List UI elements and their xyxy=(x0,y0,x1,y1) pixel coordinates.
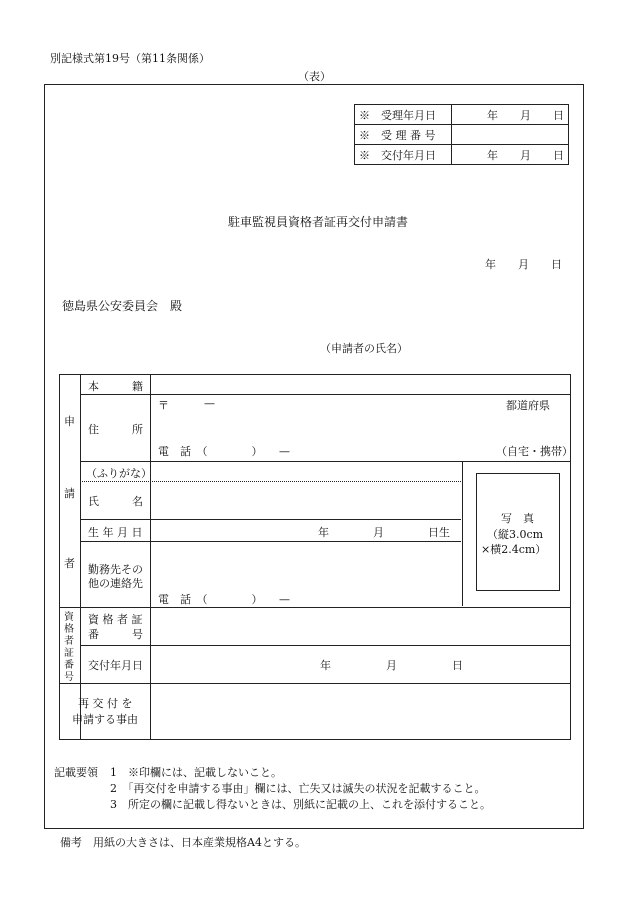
license-side-4: 証 xyxy=(64,648,74,659)
note-item: 2 「再交付を申請する事由」欄には、亡失又は滅失の状況を記載すること。 xyxy=(110,782,486,795)
license-side-5: 番 xyxy=(64,660,74,671)
row-divider xyxy=(80,394,570,395)
note-mark: ※ xyxy=(359,108,370,122)
col-divider xyxy=(150,375,151,739)
photo-width: ×横2.4cm） xyxy=(481,543,547,556)
addressee: 徳島県公安委員会 殿 xyxy=(62,299,183,313)
applicant-name-label[interactable]: （申請者の氏名） xyxy=(320,342,408,355)
phone-note: （自宅・携帯） xyxy=(496,445,573,458)
photo-height: （縦3.0cm xyxy=(487,528,544,541)
reception-row xyxy=(355,105,569,125)
furigana-label: （ふりがな） xyxy=(86,467,152,480)
address-label: 住 所 xyxy=(88,423,143,436)
license-side-6: 号 xyxy=(64,672,74,683)
reason-label-1: 再 交 付 を xyxy=(78,697,133,710)
note-item: 1 ※印欄には、記載しないこと。 xyxy=(110,766,282,779)
license-side-1: 資 xyxy=(64,612,74,623)
side-label-1: 申 xyxy=(64,415,75,428)
reception-row xyxy=(355,145,569,165)
work-phone-label[interactable]: 電 話 （ ） — xyxy=(158,593,290,606)
note-mark: ※ xyxy=(359,148,370,162)
row-divider xyxy=(60,607,570,608)
form-number: 別記様式第19号（第11条関係） xyxy=(50,52,210,65)
license-number-label-1: 資 格 者 証 xyxy=(88,613,143,626)
row-divider xyxy=(80,541,461,542)
license-side-2: 格 xyxy=(64,624,74,635)
issue-date-label: 交付年月日 xyxy=(88,659,143,672)
col-divider xyxy=(462,461,463,606)
row-divider xyxy=(80,461,570,462)
note-mark: ※ xyxy=(359,128,370,142)
col-divider xyxy=(80,375,81,739)
postal-dash: — xyxy=(204,397,215,410)
document-title: 駐車監視員資格者証再交付申請書 xyxy=(228,215,409,229)
license-side-3: 者 xyxy=(64,636,74,647)
side-label: （表） xyxy=(298,70,331,83)
reception-table xyxy=(354,104,569,165)
side-label-2: 請 xyxy=(64,487,75,500)
application-table xyxy=(59,374,571,740)
notes-heading: 記載要領 xyxy=(54,766,98,779)
work-label-1: 勤務先その xyxy=(88,563,143,576)
honseki-label: 本 籍 xyxy=(88,380,143,393)
date-line[interactable]: 年 月 日 xyxy=(485,258,562,271)
license-number-label-2: 番 号 xyxy=(88,628,143,641)
reception-label: 受理年月日 xyxy=(381,108,436,122)
birth-value[interactable]: 年 月 日生 xyxy=(318,526,450,539)
reason-label-2: 申請する事由 xyxy=(72,713,138,726)
postal-mark: 〒 xyxy=(158,399,169,412)
home-phone-label[interactable]: 電 話 （ ） — xyxy=(158,445,290,458)
prefecture-label: 都道府県 xyxy=(506,399,550,412)
reception-value[interactable]: 年 月 日 xyxy=(452,145,569,165)
row-divider xyxy=(80,481,461,482)
row-divider xyxy=(60,683,570,684)
row-divider xyxy=(80,645,570,646)
birth-label: 生 年 月 日 xyxy=(88,526,143,539)
photo-box xyxy=(476,473,560,591)
reception-value[interactable]: 年 月 日 xyxy=(452,105,569,125)
reception-row xyxy=(355,125,569,145)
reception-label: 交付年月日 xyxy=(381,148,436,162)
issue-date-value[interactable]: 年 月 日 xyxy=(320,659,463,672)
name-label: 氏 名 xyxy=(88,495,143,508)
reception-value[interactable] xyxy=(452,125,569,145)
side-label-3: 者 xyxy=(64,557,75,570)
note-item: 3 所定の欄に記載し得ないときは、別紙に記載の上、これを添付すること。 xyxy=(110,798,491,811)
row-divider xyxy=(80,519,461,520)
reception-label: 受 理 番 号 xyxy=(381,128,436,142)
work-label-2: 他の連絡先 xyxy=(88,577,143,590)
remark: 備考 用紙の大きさは、日本産業規格A4とする。 xyxy=(60,836,306,849)
photo-label: 写 真 xyxy=(501,512,534,525)
